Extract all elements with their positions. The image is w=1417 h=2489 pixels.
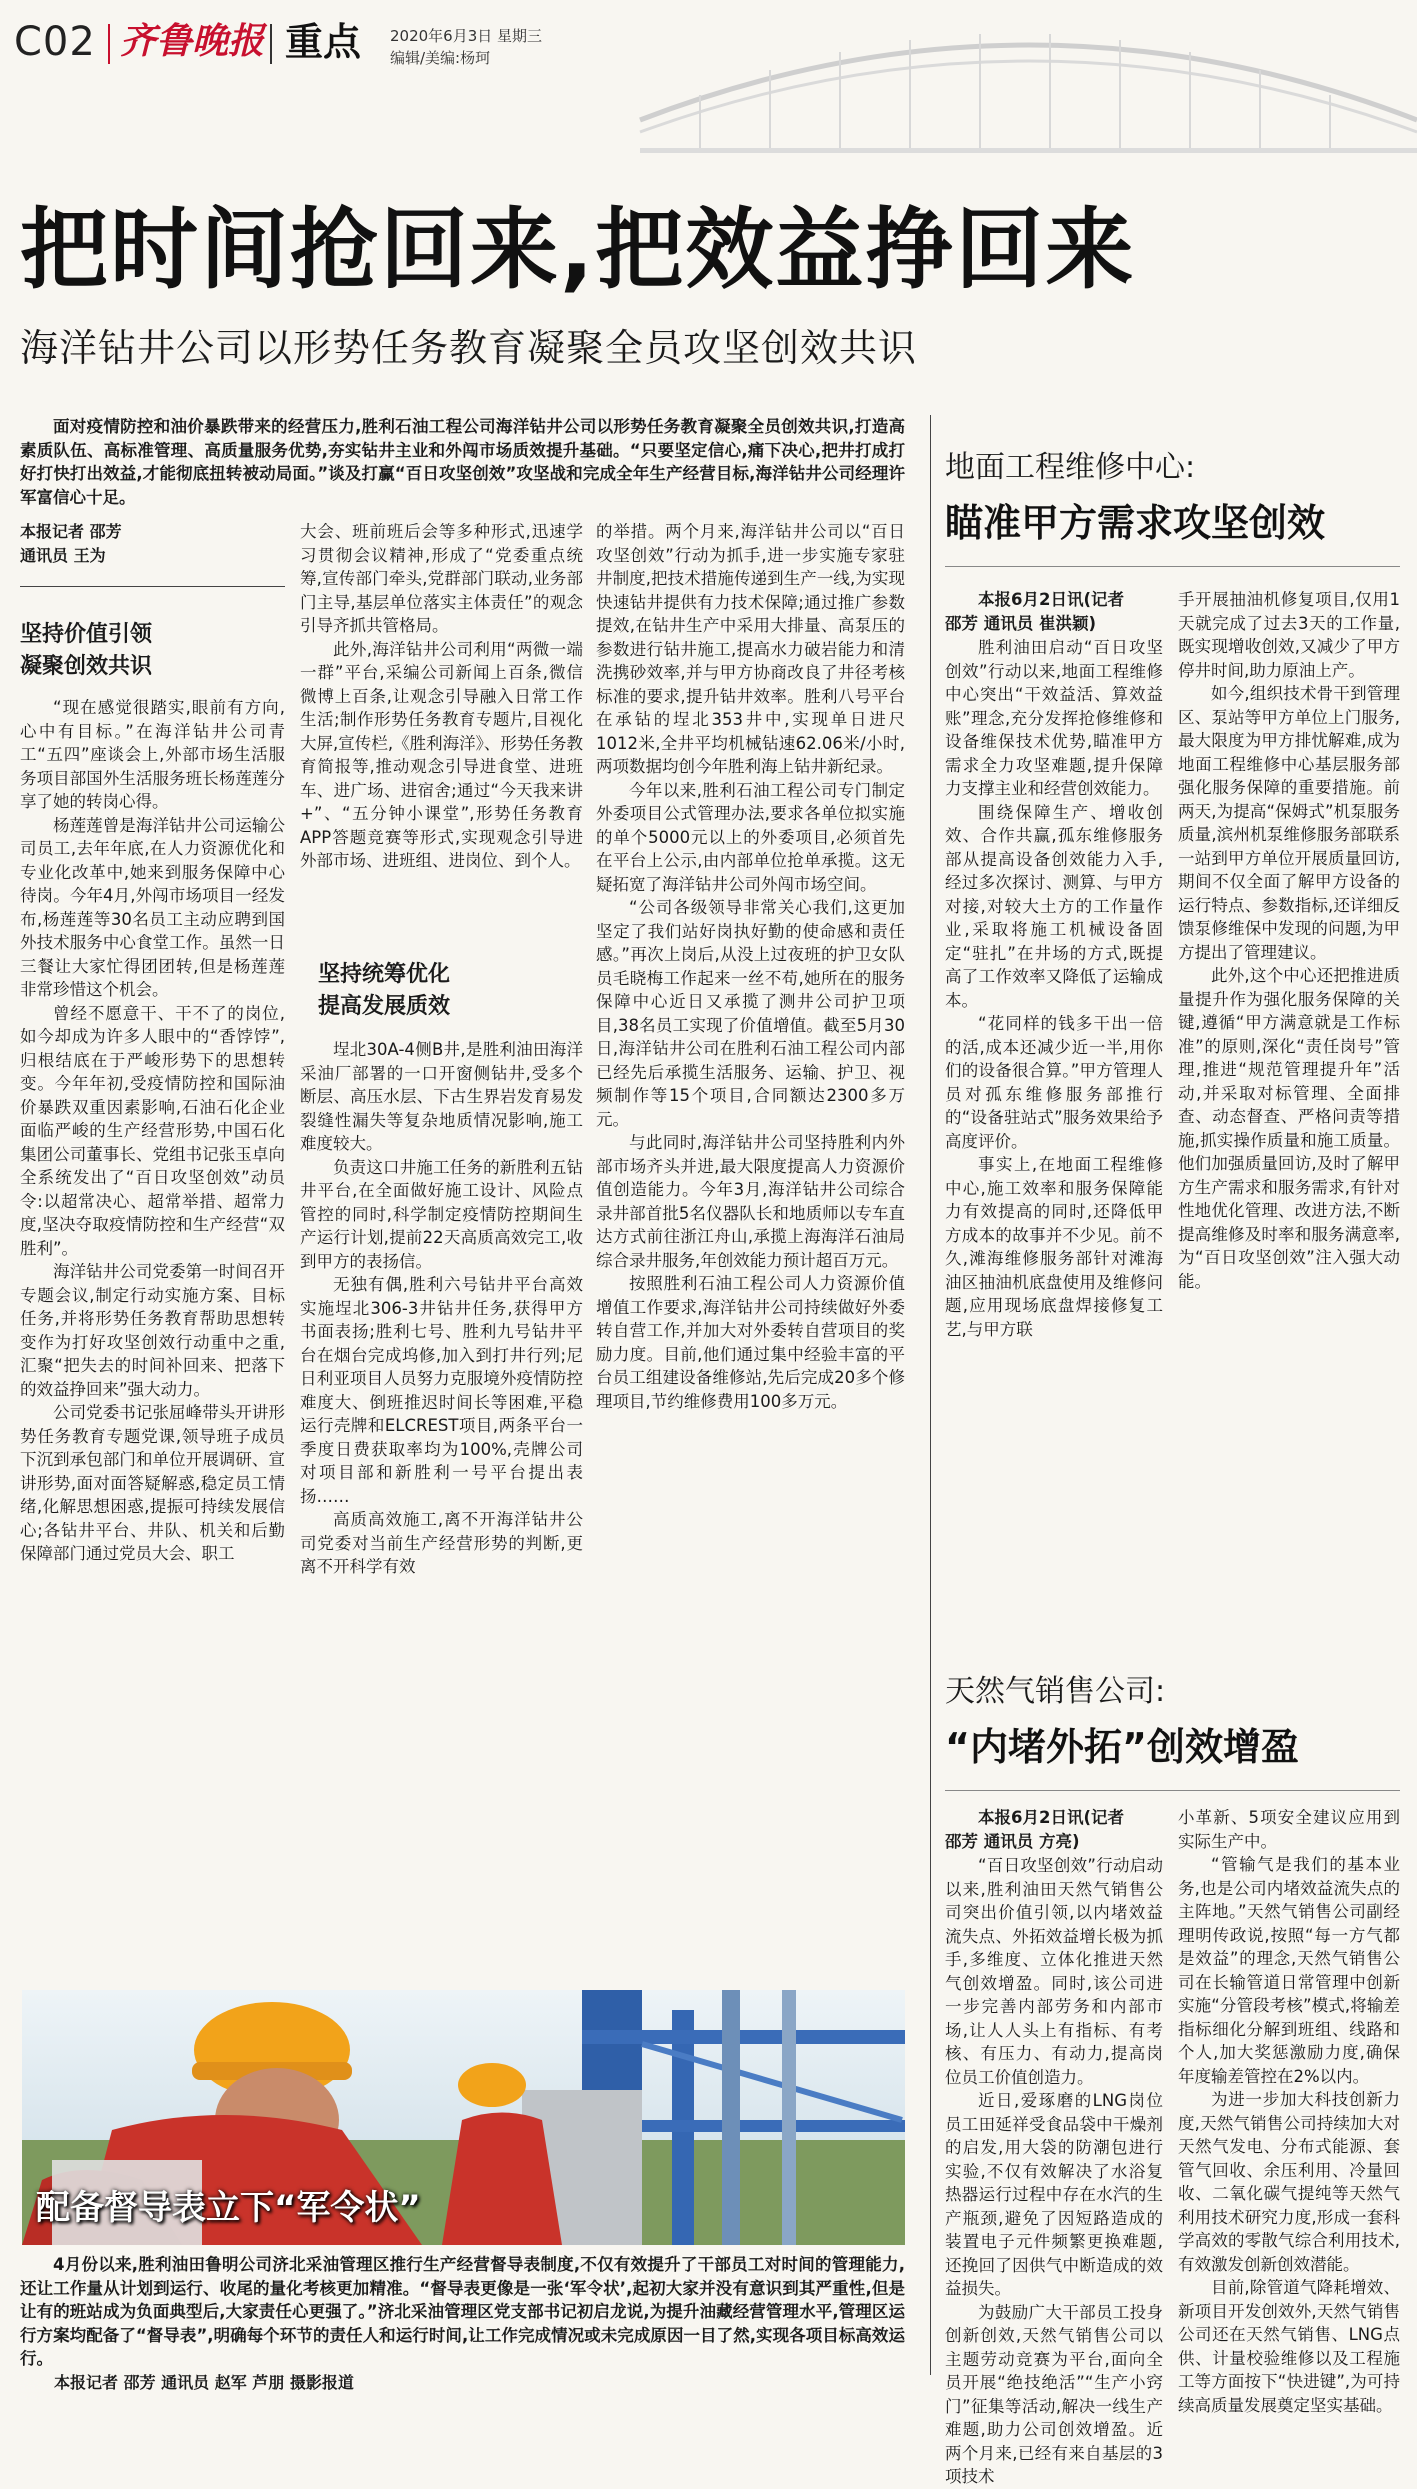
main-column-2a (300, 520, 583, 960)
main-column-2b (300, 1038, 583, 1983)
paragraph: 大会、班前班后会等多种形式,迅速学习贯彻会议精神,形成了“党委重点统筹,宣传部门牵头,党群部门联动,业务部门主导,基层单位落实主体责任”的观念引导齐抓共管格局。 (300, 522, 583, 635)
photo-caption (20, 2253, 905, 2371)
main-correspondent: 通讯员 王为 (20, 546, 106, 565)
paragraph: 胜利油田启动“百日攻坚创效”行动以来,地面工程维修中心突出“干效益活、算效益账”理念,充分发挥抢修维修和设备维保技术优势,瞄准甲方需求全力攻坚难题,提升保障力支撑主业和经营创效能力。 (945, 638, 1163, 798)
section-title: 重点 (285, 20, 362, 64)
side2-byline-1: 本报6月2日讯(记者 (978, 1808, 1125, 1827)
header-divider (108, 24, 110, 64)
paragraph: 无独有偶,胜利六号钻井平台高效实施埕北306-3井钻井任务,获得甲方书面表扬;胜利七号、胜利九号钻井平台在烟台完成坞修,加入到打井行列;尼日利亚项目人员努力克服境外疫情防控难度大、倒班推迟时间长等困难,平稳运行壳牌和ELCREST项目,两条平台一季度日费获取率均为100%,壳牌公司对项目部和新胜利一号平台提出表扬…… (300, 1275, 583, 1506)
paragraph: “花同样的钱多干出一倍的活,成本还减少近一半,用你们的设备很合算。”甲方管理人员对孤东维修服务部推行的“设备驻站式”服务效果给予高度评价。 (945, 1014, 1163, 1151)
side1-rule (945, 566, 1400, 567)
newspaper-logo: 齐鲁晚报 (120, 20, 265, 62)
paragraph: 海洋钻井公司党委第一时间召开专题会议,制定行动实施方案、目标任务,并将形势任务教育帮助思想转变作为打好攻坚创效行动重中之重,汇聚“把失去的时间补回来、把落下的效益挣回来”强大动力。 (20, 1262, 285, 1399)
main-lead-text: 面对疫情防控和油价暴跌带来的经营压力,胜利石油工程公司海洋钻井公司以形势任务教育凝聚全员创效共识,打造高素质队伍、高标准管理、高质量服务优势,夯实钻井主业和外闯市场质效提升基础。“只要坚定信心,痛下决心,把井打成打好打快打出效益,才能彻底扭转被动局面。”谈及打赢“百日攻坚创效”攻坚战和完成全年生产经营目标,海洋钻井公司经理许军富信心十足。 (20, 417, 905, 507)
issue-date: 2020年6月3日 星期三 (390, 27, 543, 45)
photo-caption-text: 4月份以来,胜利油田鲁明公司济北采油管理区推行生产经营督导表制度,不仅有效提升了干部员工对时间的管理能力,还让工作量从计划到运行、收尾的量化考核更加精准。“督导表更像是一张‘军令状’,起初大家并没有意识到其严重性,但是让有的班站成为负面典型后,大家责任心更强了。”济北采油管理区党支部书记初启龙说,为提升油藏经营管理水平,管理区运行方案均配备了“督导表”,明确每个环节的责任人和运行时间,让工作完成情况或未完成原因一目了然,实现各项目标高效运行。 (20, 2255, 905, 2368)
paragraph: 负责这口井施工任务的新胜利五钻井平台,在全面做好施工设计、风险点管控的同时,科学制定疫情防控期间生产运行计划,提前22天高质高效完工,收到甲方的表扬信。 (300, 1157, 583, 1271)
side1-byline-2: 邵芳 通讯员 崔洪颖) (945, 614, 1097, 633)
column-divider (930, 415, 931, 2375)
main-lead (20, 415, 905, 511)
paragraph: 曾经不愿意干、干不了的岗位,如今却成为许多人眼中的“香饽饽”,归根结底在于严峻形势下的思想转变。今年年初,受疫情防控和国际油价暴跌双重因素影响,石油石化企业面临严峻的生产经营形势,中国石化集团公司董事长、党组书记张玉卓向全系统发出了“百日攻坚创效”动员令:以超常决心、超常举措、超常力度,坚决夺取疫情防控和生产经营“双胜利”。 (20, 1003, 285, 1258)
photo-overlay-title: 配备督导表立下“军令状” (36, 2188, 421, 2228)
side2-rule (945, 1790, 1400, 1791)
paragraph: 今年以来,胜利石油工程公司专门制定外委项目公式管理办法,要求各单位拟实施的单个5000元以上的外委项目,必须首先在平台上公示,由内部单位抢单承揽。这无疑拓宽了海洋钻井公司外闯市场空间。 (596, 780, 905, 894)
page-number: C02 (14, 19, 96, 65)
main-column-3 (596, 520, 905, 1983)
photo-credit: 本报记者 邵芳 通讯员 赵军 芦朋 摄影报道 (54, 2373, 354, 2392)
paragraph: “管输气是我们的基本业务,也是公司内堵效益流失点的主阵地。”天然气销售公司副经理明传政说,按照“每一方气都是效益”的理念,天然气销售公司在长输管道日常管理中创新实施“分管段考核”模式,将输差指标细化分解到班组、线路和个人,加大奖惩激励力度,确保年度输差管控在2%以内。 (1178, 1855, 1400, 2086)
paragraph: 目前,除管道气降耗增效、新项目开发创效外,天然气销售公司还在天然气销售、LNG点供、计量校验维修以及工程施工等方面按下“快进键”,为可持续高质量发展奠定坚实基础。 (1178, 2278, 1400, 2415)
header-divider (270, 24, 272, 64)
main-reporter: 本报记者 邵芳 (20, 522, 122, 541)
paragraph: “公司各级领导非常关心我们,这更加坚定了我们站好岗执好勤的使命感和责任感。”再次上岗后,从没上过夜班的护卫女队员毛晓梅工作起来一丝不苟,她所在的服务保障中心近日又承揽了测井公司护卫项目,38名员工实现了价值增值。截至5月30日,海洋钻井公司在胜利石油工程公司内部已经先后承揽生活服务、运输、护卫、视频制作等15个项目,合同额达2300多万元。 (596, 898, 905, 1129)
paragraph: 为进一步加大科技创新力度,天然气销售公司持续加大对天然气发电、分布式能源、套管气回收、余压利用、冷量回收、二氧化碳气提纯等天然气利用技术研究力度,形成一套科学高效的零散气综合利用技术,有效激发创新创效潜能。 (1178, 2090, 1400, 2274)
paragraph: 为鼓励广大干部员工投身创新创效,天然气销售公司以主题劳动竞赛为平台,面向全员开展“绝技绝活”“生产小窍门”征集等活动,解决一线生产难题,助力公司创效增盈。近两个月来,已经有来自基层的3项技术 (945, 2302, 1163, 2486)
paragraph: 事实上,在地面工程维修中心,施工效率和服务保障能力有效提高的同时,还降低甲方成本的故事并不少见。前不久,滩海维修服务部针对滩海油区抽油机底盘使用及维修问题,应用现场底盘焊接修复工艺,与甲方联 (945, 1155, 1163, 1339)
paragraph: 此外,海洋钻井公司利用“两微一端一群”平台,采编公司新闻上百条,微信微博上百条,让观念引导融入日常工作生活;制作形势任务教育专题片,目视化大屏,宣传栏,《胜利海洋》、形势任务教育简报等,推动观念引导进食堂、进班车、进广场、进宿舍;通过“今天我来讲+”、“五分钟小课堂”,形势任务教育APP答题竞赛等形式,实现观念引导进外部市场、进班组、进岗位、到个人。 (300, 639, 583, 870)
section2-title-line2: 提高发展质效 (318, 994, 451, 1019)
paragraph: 的举措。两个月来,海洋钻井公司以“百日攻坚创效”行动为抓手,进一步实施专家驻井制度,把技术措施传递到生产一线,为实现快速钻井提供有力技术保障;通过推广参数提效,在钻井生产中采用大排量、高泵压的参数进行钻井施工,提高水力破岩能力和清洗携砂效率,并与甲方协商改良了井径考核标准的要求,提升钻井效率。胜利八号平台在承钻的埕北353井中,实现单日进尺1012米,全井平均机械钻速62.06米/小时,两项数据均创今年胜利海上钻井新纪录。 (596, 522, 905, 776)
paragraph: 公司党委书记张屈峰带头开讲形势任务教育专题党课,领导班子成员下沉到承包部门和单位开展调研、宣讲形势,面对面答疑解惑,稳定员工情绪,化解思想困惑,提振可持续发展信心;各钻井平台、井队、机关和后勤保障部门通过党员大会、职工 (20, 1403, 285, 1563)
paragraph: 小革新、5项安全建议应用到实际生产中。 (1178, 1808, 1400, 1851)
side2-column-b (1178, 1806, 1400, 2415)
subheadline: 海洋钻井公司以形势任务教育凝聚全员攻坚创效共识 (20, 326, 918, 370)
side1-column-b (1178, 588, 1400, 1653)
paragraph: “现在感觉很踏实,眼前有方向,心中有目标。”在海洋钻井公司青工“五四”座谈会上,外部市场生活服务项目部国外生活服务班长杨莲莲分享了她的转岗心得。 (20, 698, 285, 811)
side1-column-a (945, 636, 1163, 1653)
paragraph: 埕北30A-4侧B井,是胜利油田海洋采油厂部署的一口开窗侧钻井,受多个断层、高压水层、下古生界岩发育易发裂缝性漏失等复杂地质情况影响,施工难度较大。 (300, 1040, 583, 1153)
side2-kicker: 天然气销售公司: (945, 1674, 1166, 1709)
main-column-1 (20, 696, 285, 1981)
headline: 把时间抢回来,把效益挣回来 (20, 198, 1136, 301)
section1-title-line1: 坚持价值引领 (20, 622, 153, 647)
paragraph: 此外,这个中心还把推进质量提升作为强化服务保障的关键,遵循“甲方满意就是工作标准”的原则,深化“责任岗号”管理,推进“规范管理提升年”活动,并采取对标管理、全面排查、动态督查、严格问责等措施,抓实操作质量和施工质量。他们加强质量回访,及时了解甲方生产需求和服务需求,有针对性地优化管理、改进方法,不断提高维修及时率和服务满意率,为“百日攻坚创效”注入强大动能。 (1178, 966, 1400, 1291)
paragraph: 杨莲莲曾是海洋钻井公司运输公司员工,去年年底,在人力资源优化和专业化改革中,她来到服务保障中心待岗。今年4月,外闯市场项目一经发布,杨莲莲等30名员工主动应聘到国外技术服务中心食堂工作。虽然一日三餐让大家忙得团团转,但是杨莲莲非常珍惜这个机会。 (20, 815, 285, 999)
editors-credit: 编辑/美编:杨珂 (390, 49, 491, 67)
paragraph: 高质高效施工,离不开海洋钻井公司党委对当前生产经营形势的判断,更离不开科学有效 (300, 1510, 583, 1576)
side2-column-a (945, 1854, 1163, 2486)
side2-title: “内堵外拓”创效增盈 (945, 1725, 1299, 1769)
paragraph: 与此同时,海洋钻井公司坚持胜利内外部市场齐头并进,最大限度提高人力资源价值创造能力。今年3月,海洋钻井公司综合录井部首批5名仪器队长和地质师以专车直达方式前往浙江舟山,承揽上海海洋石油局综合录井服务,年创效能力预计超百万元。 (596, 1133, 905, 1270)
side1-title: 瞄准甲方需求攻坚创效 (945, 501, 1326, 545)
section2-title-line1: 坚持统筹优化 (318, 962, 451, 987)
header-bridge-illustration (640, 0, 1417, 170)
paragraph: 围绕保障生产、增收创效、合作共赢,孤东维修服务部从提高设备创效能力入手,经过多次探讨、测算、与甲方对接,对较大土方的工作量作业,采取将施工机械设备固定“驻扎”在井场的方式,既提高了工作效率又降低了运输成本。 (945, 802, 1163, 1010)
section1-title-line2: 凝聚创效共识 (20, 654, 153, 679)
byline-rule (20, 586, 285, 587)
paragraph: 按照胜利石油工程公司人力资源价值增值工作要求,海洋钻井公司持续做好外委转自营工作,并加大对外委转自营项目的奖励力度。目前,他们通过集中经验丰富的平台员工组建设备维修站,先后完成20多个修理项目,节约维修费用100多万元。 (596, 1274, 905, 1411)
paragraph: 如今,组织技术骨干到管理区、泵站等甲方单位上门服务,最大限度为甲方排忧解难,成为地面工程维修中心基层服务部强化服务保障的重要措施。前两天,为提高“保姆式”机泵服务质量,滨州机泵维修服务部联系一站到甲方单位开展质量回访,期间不仅全面了解甲方设备的运行特点、参数指标,还详细反馈泵修维保中发现的问题,为甲方提出了管理建议。 (1178, 684, 1400, 962)
paragraph: 手开展抽油机修复项目,仅用1天就完成了过去3天的工作量,既实现增收创效,又减少了甲方停井时间,助力原油上产。 (1178, 590, 1400, 680)
side1-kicker: 地面工程维修中心: (945, 450, 1196, 485)
side2-byline-2: 邵芳 通讯员 方亮) (945, 1832, 1080, 1851)
paragraph: “百日攻坚创效”行动启动以来,胜利油田天然气销售公司突出价值引领,以内堵效益流失点、外拓效益增长极为抓手,多维度、立体化推进天然气创效增盈。同时,该公司进一步完善内部劳务和内部市场,让人人头上有指标、有考核、有压力、有动力,提高岗位员工价值创造力。 (945, 1856, 1163, 2087)
paragraph: 近日,爱琢磨的LNG岗位员工田延祥受食品袋中干燥剂的启发,用大袋的防潮包进行实验,不仅有效解决了水浴复热器运行过程中存在水汽的生产瓶颈,避免了因短路造成的装置电子元件频繁更换难题,还挽回了因供气中断造成的效益损失。 (945, 2091, 1163, 2298)
photo (22, 1990, 905, 2245)
side1-byline-1: 本报6月2日讯(记者 (978, 590, 1125, 609)
